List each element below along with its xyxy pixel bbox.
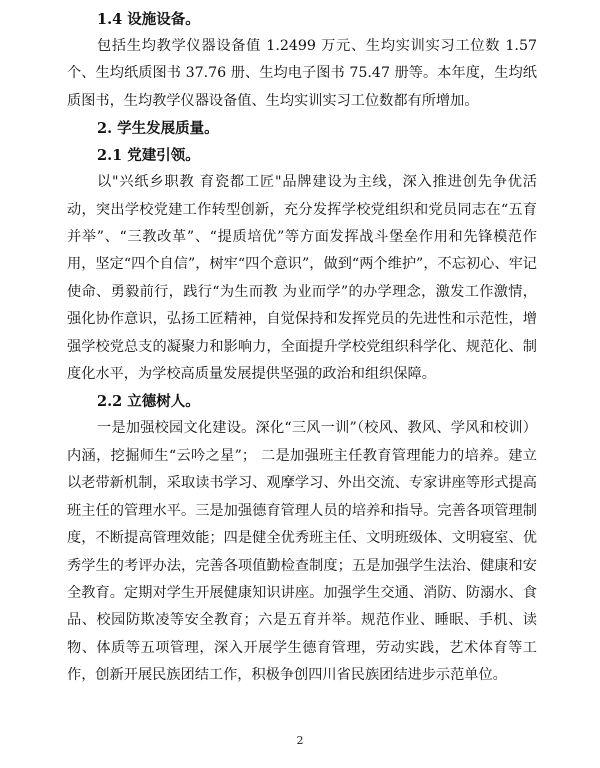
document-body: [67, 6, 537, 690]
section-heading-facilities: 1.4 设施设备。: [97, 11, 200, 28]
section-heading-student-development: 2. 学生发展质量。: [97, 120, 219, 138]
paragraph-moral-education: 一是加强校园文化建设。深化“三风一训”（校风、教风、学风和校训）内涵，挖掘师生“云吟之星”； 二是加强班主任教育管理能力的培养。建立以老带新机制，采取读书学习、观摩学习、外出交流、专家讲座等形式提高班主任的管理水平。三是加强德育管理人员的培养和指导。完善各项管理制度，不断提高管理效能；四是健全优秀班主任、文明班级体、文明寝室、优秀学生的考评办法，完善各项值勤检查制度；五是加强学生法治、健康和安全教育。定期对学生开展健康知识讲座。加强学生交通、消防、防溺水、食品、校园防欺凌等安全教育；六是五育并举。规范作业、睡眠、手机、读物、体质等五项管理，深入开展学生德育管理，劳动实践，艺术体育等工作，创新开展民族团结工作，积极争创四川省民族团结进步示范单位。: [67, 420, 537, 684]
paragraph-party-building: 以"兴纸乡职教 育瓷都工匠"品牌建设为主线，深入推进创先争优活动，突出学校党建工作转型创新，充分发挥学校党组织和党员同志在“五育并举”、“三教改革”、“提质培优”等方面发挥战斗堡垒作用和先锋模范作用，坚定“四个自信”，树牢“四个意识”，做到“两个维护”，不忘初心、牢记使命、勇毅前行，践行“为生而教 为业而学”的办学理念，激发工作激情，强化协作意识，弘扬工匠精神，自觉保持和发挥党员的先进性和示范性，增强学校党总支的凝聚力和影响力，全面提升学校党组织科学化、规范化、制度化水平，为学校高质量发展提供坚强的政治和组织保障。: [67, 174, 537, 383]
section-heading-party-building: 2.1 党建引领。: [97, 147, 200, 165]
paragraph-facilities: 包括生均教学仪器设备值 1.2499 万元、生均实训实习工位数 1.57 个、生均纸质图书 37.76 册、生均电子图书 75.47 册等。本年度，生均纸质图书，生均教学仪器设备值、生均实训实习工位数都有所增加。: [67, 38, 537, 109]
section-heading-moral-education: 2.2 立德树人。: [97, 393, 200, 411]
page-number: 2: [296, 734, 304, 747]
